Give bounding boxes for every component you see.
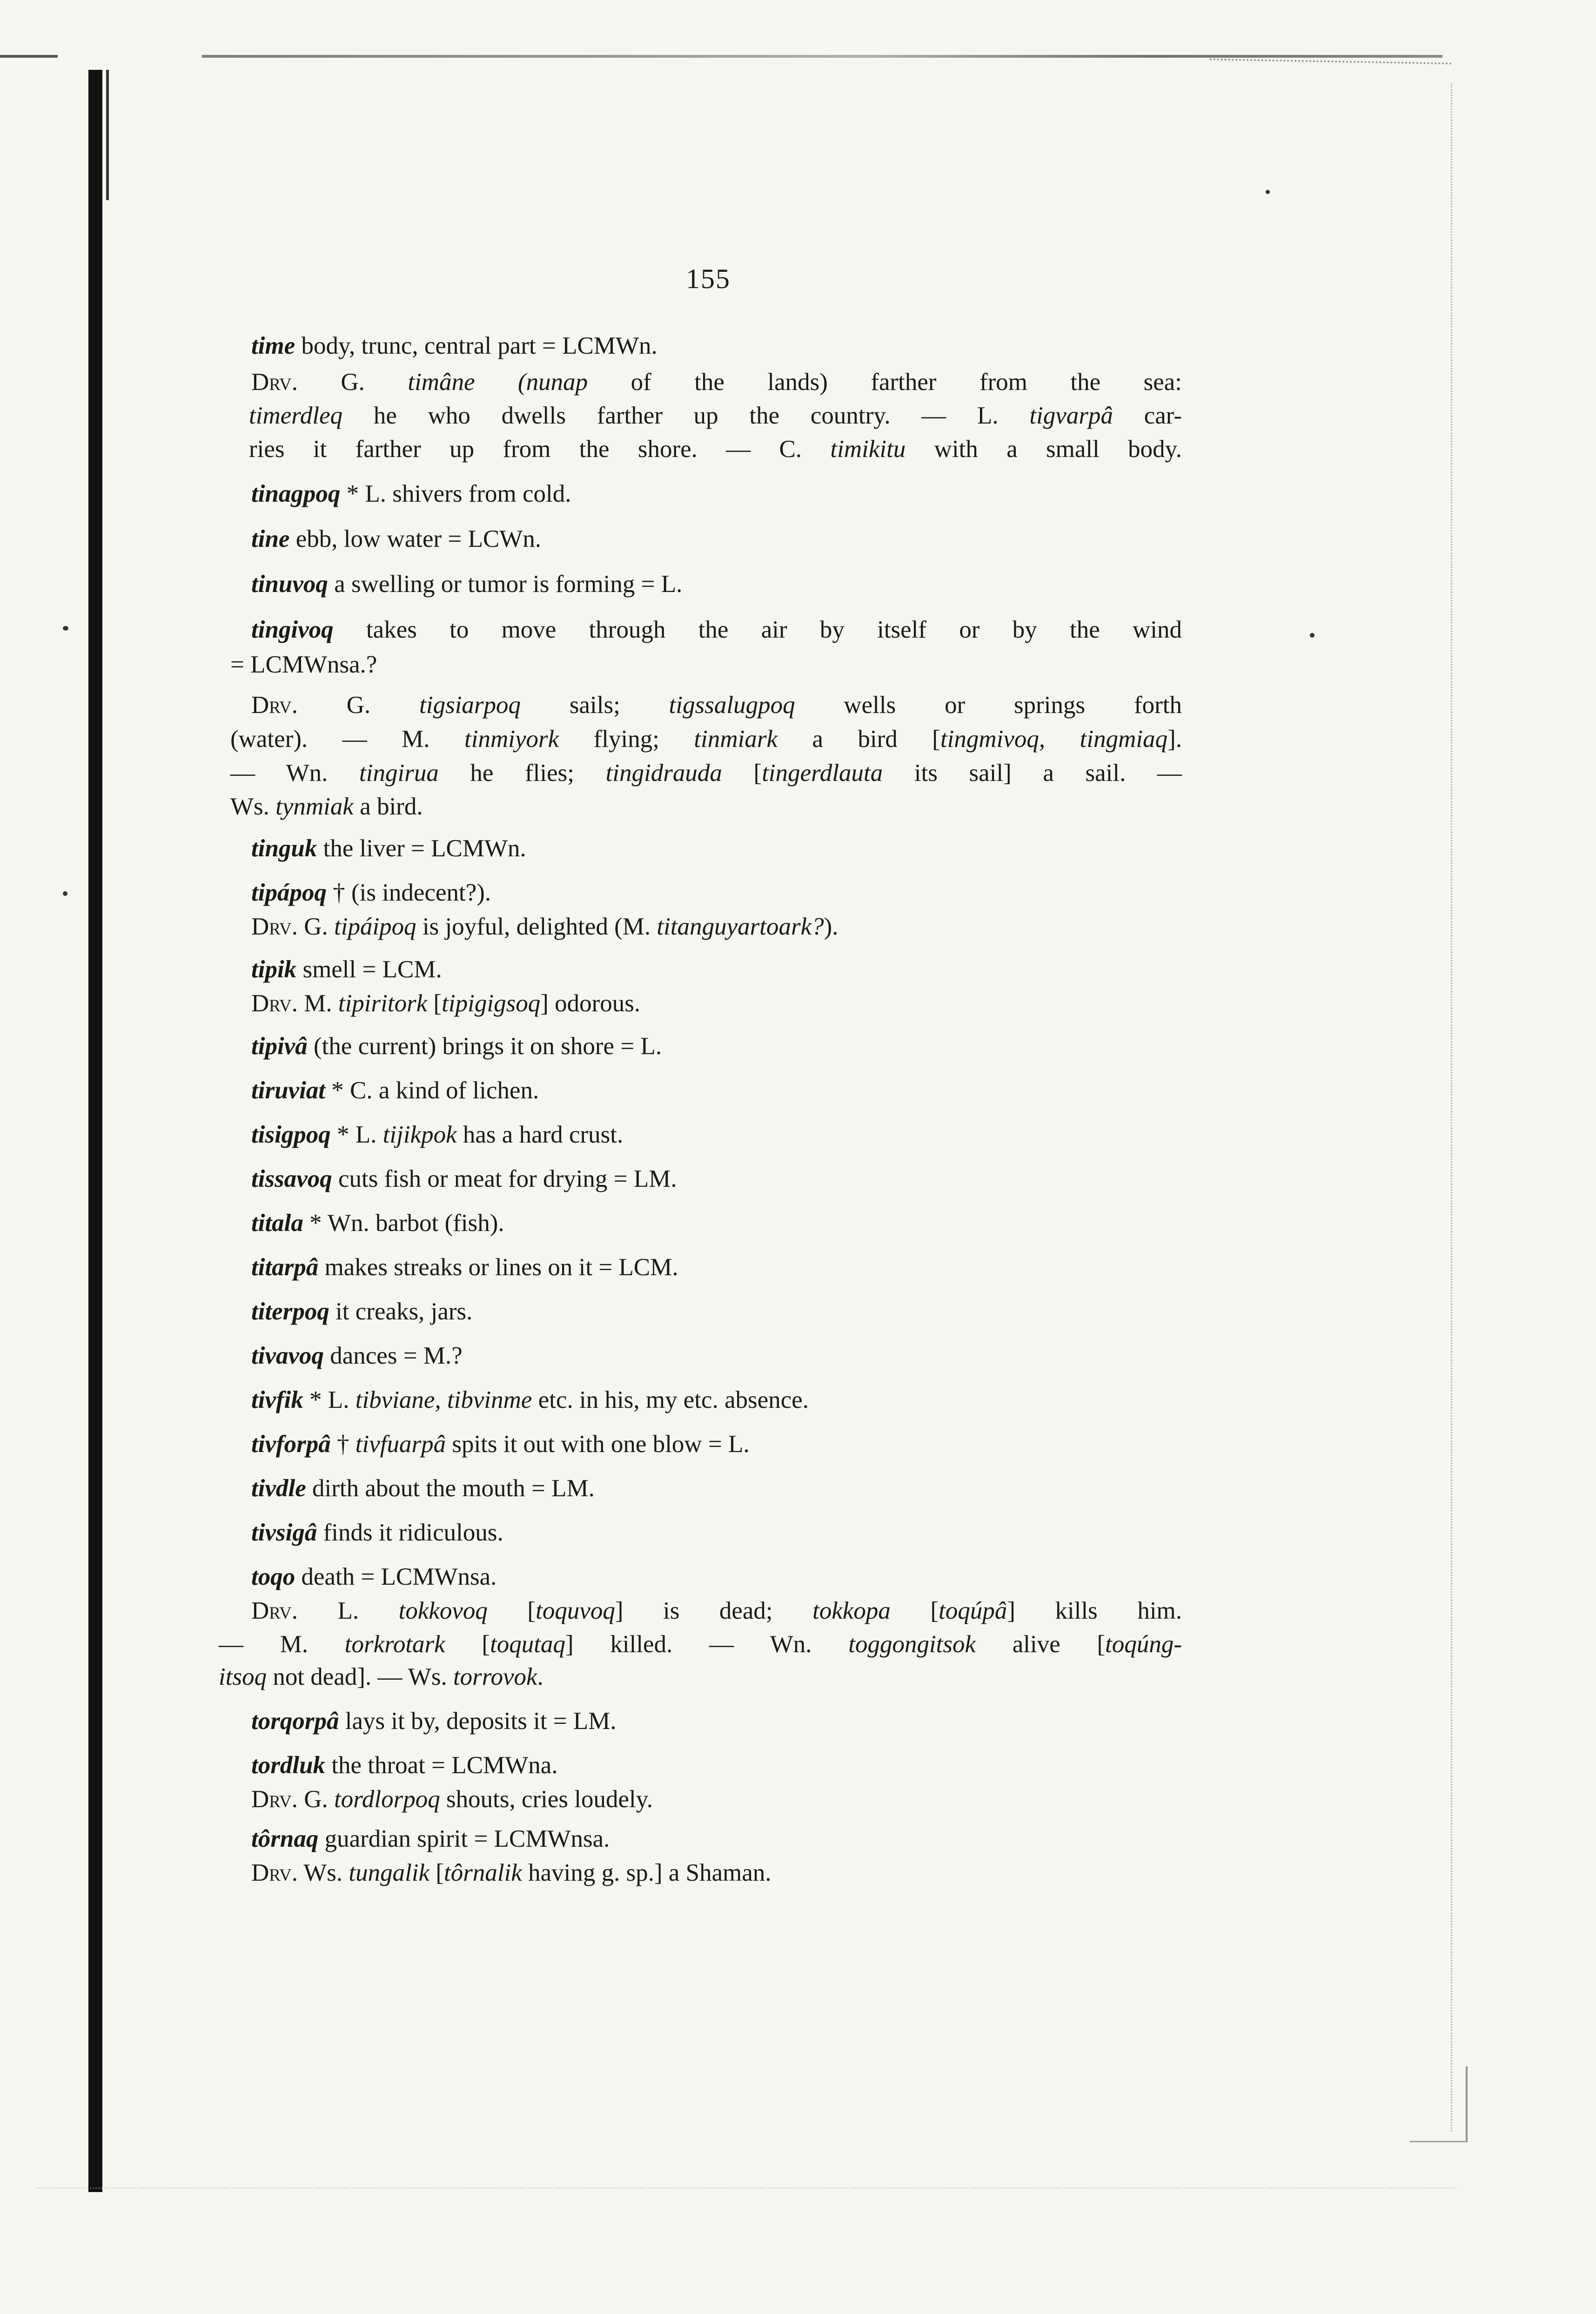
line-text: timerdleq [249,402,343,429]
ink-speck [1266,190,1270,194]
line-text: G. [297,913,334,940]
line-text: of the lands) farther from the sea: [588,369,1182,396]
dictionary-line [251,1203,1182,1243]
page-top-edge-shadow [1210,44,1452,64]
line-text: toqutaq [490,1631,566,1658]
dictionary-line [251,907,1182,947]
headword: tivfik [251,1386,303,1413]
line-text: [ [722,760,762,787]
headword: tordluk [251,1752,326,1779]
line-text: timikitu [830,436,906,463]
line-text: the throat = LCMWna. [325,1752,558,1779]
line-text: its sail] a sail. — [883,760,1182,787]
dictionary-line [251,610,1182,650]
line-text: Drv. [251,913,298,940]
dictionary-line [251,326,1182,366]
line-text: toqúpâ [939,1597,1007,1624]
dictionary-line [251,1853,1182,1893]
line-text: † (is indecent?). [326,879,491,906]
headword: tissavoq [251,1165,332,1192]
line-text: G. [297,692,420,719]
line-text: tôrnalik [444,1859,522,1886]
line-text: toquvoq [536,1597,615,1624]
line-text: † [330,1431,355,1458]
line-text: ]. [1167,726,1182,753]
line-text: tijikpok [382,1121,457,1148]
line-text: death = LCMWnsa. [295,1563,497,1590]
headword: time [251,332,295,359]
headword: torqorpâ [251,1708,339,1735]
line-text: with a small body. [905,436,1182,463]
line-text: = LCMWnsa.? [230,651,377,678]
line-text: toggongitsok [848,1631,976,1658]
line-text: tinmiark [694,726,778,753]
line-text: [ [429,1859,444,1886]
dictionary-line [251,983,1182,1023]
dictionary-line [251,1779,1182,1819]
dictionary-line [251,1424,1182,1464]
line-text: flying; [559,726,694,753]
page-number: 155 [686,263,731,294]
headword: tivavoq [251,1342,324,1369]
line-text: car- [1113,402,1182,429]
headword: tisigpoq [251,1121,331,1148]
line-text: body, trunc, central part = LCMWn. [295,332,657,359]
line-text: spits it out with one blow = L. [446,1431,750,1458]
line-text: smell = LCM. [296,956,442,983]
line-text: tingmivoq, tingmiaq [940,726,1168,753]
line-text: ] is dead; [615,1597,813,1624]
line-text: G. [297,369,408,396]
line-text: tingidrauda [605,760,722,787]
line-text: not dead]. — Ws. [267,1663,453,1690]
line-text: a bird [ [778,726,940,753]
dictionary-line [230,645,1182,685]
line-text: shouts, cries loudely. [440,1786,653,1813]
headword: titerpoq [251,1298,329,1325]
line-text: [ [445,1631,490,1658]
line-text: a swelling or tumor is forming = L. [328,571,683,598]
line-text: ] kills him. [1007,1597,1182,1624]
headword: tinuvoq [251,571,328,598]
line-text: Ws. [230,793,276,820]
dictionary-line [251,1701,1182,1741]
line-text: — Wn. [230,760,360,787]
line-text: tivfuarpâ [355,1431,446,1458]
line-text: Ws. [297,1859,349,1886]
line-text: L. [297,1597,399,1624]
line-text: torkrotark [344,1631,445,1658]
line-text: tipigigsoq [442,990,541,1017]
line-text: tordlorpoq [334,1786,440,1813]
line-text: dirth about the mouth = LM. [306,1475,595,1502]
line-text: G. [297,1786,334,1813]
line-text: ). [824,913,838,940]
dictionary-line [251,1070,1182,1110]
line-text: — M. [219,1631,345,1658]
line-text: guardian spirit = LCMWnsa. [318,1825,610,1852]
dictionary-line [251,1513,1182,1553]
line-text: * C. a kind of lichen. [325,1077,539,1104]
dictionary-line [251,1380,1182,1420]
line-text: sails; [521,692,669,719]
line-text: tigvarpâ [1029,402,1113,429]
line-text: tipáipoq [334,913,416,940]
line-text: tingirua [359,760,439,787]
page-right-edge [1451,84,1454,2132]
line-text: ries it farther up from the shore. — C. [249,436,831,463]
headword: tingivoq [251,616,334,643]
line-text: timâne (nunap [408,369,588,396]
page-corner-curl [1410,2066,1468,2142]
ink-speck [63,891,67,896]
headword: tivdle [251,1475,306,1502]
line-text: . [537,1663,543,1690]
line-text: tipiritork [338,990,428,1017]
line-text: Drv. [251,990,298,1017]
dictionary-line [251,1026,1182,1066]
ink-speck [1310,633,1314,638]
headword: titarpâ [251,1254,319,1281]
line-text: [ [890,1597,939,1624]
line-text: tigssalugpoq [669,692,795,719]
line-text: * L. shivers from cold. [340,480,571,507]
headword: tinagpoq [251,480,341,507]
headword: tiruviat [251,1077,326,1104]
line-text: [ [427,990,442,1017]
page-bottom-edge [37,2187,1456,2226]
dictionary-line [251,1247,1182,1287]
line-text: titanguyartoark? [657,913,824,940]
line-text: tynmiak [275,793,354,820]
line-text: cuts fish or meat for drying = LM. [332,1165,677,1192]
line-text: tinmiyork [464,726,559,753]
binding-edge [88,70,102,2192]
dictionary-line [251,1292,1182,1332]
dictionary-line [251,1159,1182,1199]
dictionary-line [251,1336,1182,1376]
line-text: torrovok [453,1663,537,1690]
headword: tipivâ [251,1033,308,1060]
headword: tipápoq [251,879,327,906]
line-text: the liver = LCMWn. [317,835,526,862]
line-text: Drv. [251,369,298,396]
line-text: alive [ [976,1631,1106,1658]
line-text: tokkovoq [398,1597,488,1624]
line-text: finds it ridiculous. [317,1519,503,1546]
line-text: a bird. [353,793,423,820]
line-text: tigsiarpoq [419,692,521,719]
headword: tine [251,525,290,552]
line-text: tibviane, tibvinme [355,1386,532,1413]
ink-speck [63,626,68,631]
line-text: is joyful, delighted (M. [416,913,657,940]
line-text: tungalik [349,1859,430,1886]
dictionary-line [251,828,1182,868]
line-text: makes streaks or lines on it = LCM. [318,1254,678,1281]
line-text: [ [487,1597,536,1624]
headword: tinguk [251,835,317,862]
line-text: ] odorous. [540,990,641,1017]
line-text: has a hard crust. [456,1121,624,1148]
line-text: Drv. [251,1786,298,1813]
binding-edge-top [106,70,109,200]
dictionary-line [249,429,1182,469]
line-text: it creaks, jars. [329,1298,473,1325]
line-text: takes to move through the air by itself or by the wind [333,616,1182,643]
headword: toqo [251,1563,295,1590]
line-text: having g. sp.] a Shaman. [522,1859,771,1886]
dictionary-line [251,474,1182,514]
dictionary-line [251,564,1182,604]
line-text: (water). — M. [230,726,465,753]
headword: tipik [251,956,297,983]
line-text: Drv. [251,1859,298,1886]
headword: tivsigâ [251,1519,317,1546]
line-text: lays it by, deposits it = LM. [339,1708,617,1735]
line-text: ] killed. — Wn. [565,1631,849,1658]
line-text: tokkopa [812,1597,891,1624]
headword: tôrnaq [251,1825,319,1852]
headword: titala [251,1210,303,1237]
dictionary-line [251,1115,1182,1155]
line-text: tingerdlauta [762,760,883,787]
line-text: toqúng- [1105,1631,1182,1658]
line-text: * L. [303,1386,355,1413]
line-text: wells or springs forth [795,692,1182,719]
line-text: etc. in his, my etc. absence. [532,1386,809,1413]
dictionary-line [219,1657,1182,1697]
dictionary-line [251,1468,1182,1508]
dictionary-line [230,787,1182,827]
line-text: (the current) brings it on shore = L. [307,1033,662,1060]
dictionary-line [251,519,1182,559]
line-text: * Wn. barbot (fish). [303,1210,504,1237]
line-text: M. [297,990,338,1017]
line-text: he flies; [438,760,606,787]
line-text: dances = M.? [324,1342,463,1369]
line-text: * L. [330,1121,383,1148]
line-text: he who dwells farther up the country. — L. [342,402,1030,429]
headword: tivforpâ [251,1431,331,1458]
line-text: ebb, low water = LCWn. [289,525,542,552]
line-text: Drv. [251,1597,298,1624]
line-text: itsoq [219,1663,267,1690]
line-text: Drv. [251,692,298,719]
